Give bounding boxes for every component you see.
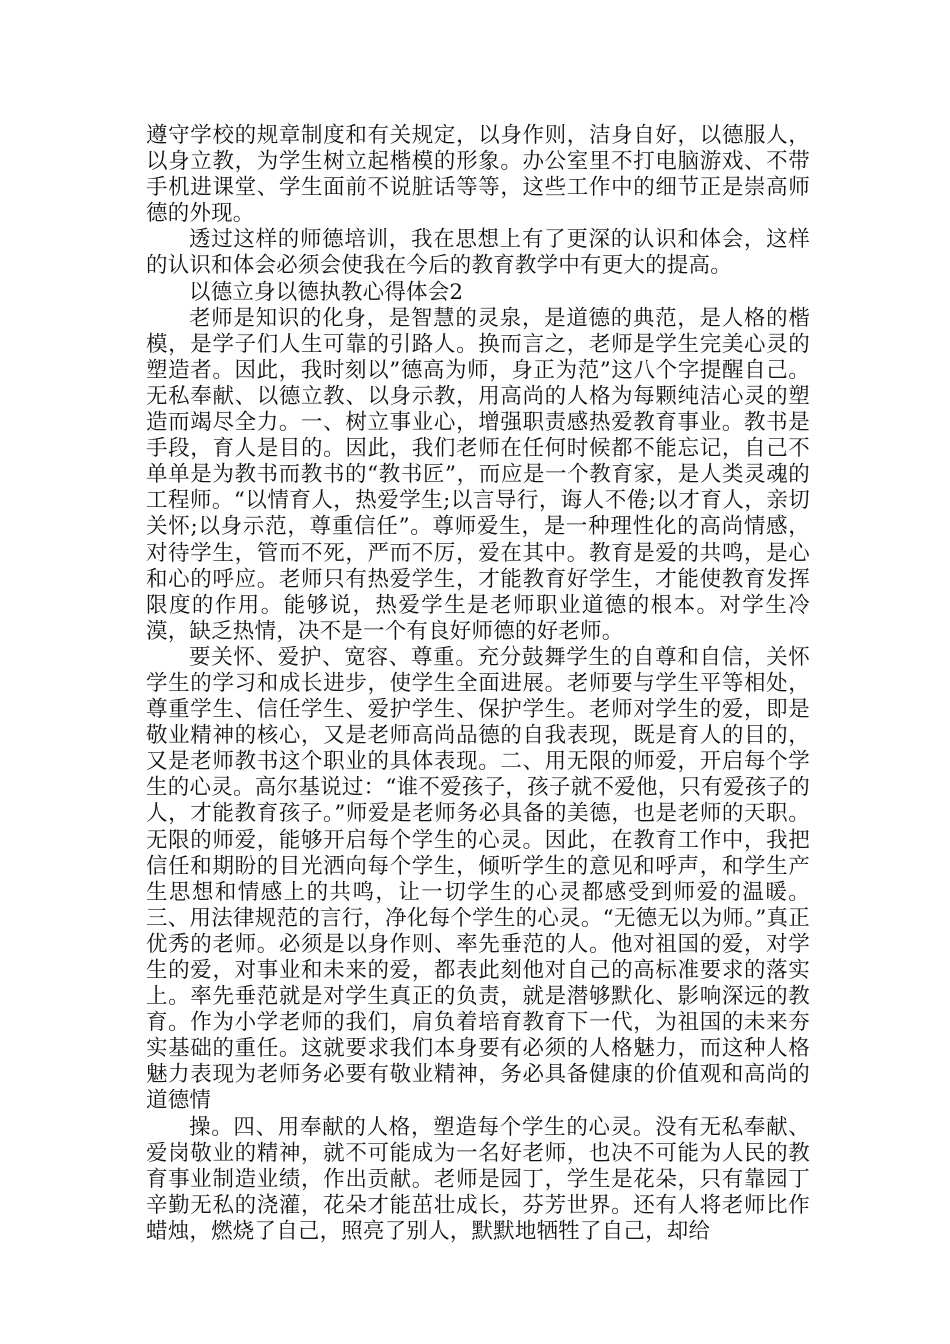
- paragraph-1: 遵守学校的规章制度和有关规定，以身作则，洁身自好，以德服人，以身立教，为学生树立起楷模的形象。办公室里不打电脑游戏、不带手机进课堂、学生面前不说脏话等等，这些工作中的细节正是崇高师德的外现。: [146, 123, 810, 227]
- paragraph-2: 透过这样的师德培训，我在思想上有了更深的认识和体会，这样的认识和体会必须会使我在今后的教育教学中有更大的提高。: [146, 227, 810, 279]
- paragraph-5: 操。四、用奉献的人格，塑造每个学生的心灵。没有无私奉献、爱岗敬业的精神，就不可能成为一名好老师，也决不可能为人民的教育事业制造业绩，作出贡献。老师是园丁，学生是花朵，只有靠园丁辛勤无私的浇灌，花朵才能茁壮成长，芬芳世界。还有人将老师比作蜡烛，燃烧了自己，照亮了别人，默默地牺牲了自己，却给: [146, 1114, 810, 1244]
- section-heading: 以德立身以德执教心得体会2: [189, 279, 464, 305]
- paragraph-4: 要关怀、爱护、宽容、尊重。充分鼓舞学生的自尊和自信，关怀学生的学习和成长进步，使学生全面进展。老师要与学生平等相处，尊重学生、信任学生、爱护学生、保护学生。老师对学生的爱，即是敬业精神的核心，又是老师高尚品德的自我表现，既是育人的目的，又是老师教书这个职业的具体表现。二、用无限的师爱，开启每个学生的心灵。高尔基说过：“谁不爱孩子，孩子就不爱他，只有爱孩子的人，才能教育孩子。”师爱是老师务必具备的美德，也是老师的天职。无限的师爱，能够开启每个学生的心灵。因此，在教育工作中，我把信任和期盼的目光洒向每个学生，倾听学生的意见和呼声，和学生产生思想和情感上的共鸣，让一切学生的心灵都感受到师爱的温暖。三、用法律规范的言行，净化每个学生的心灵。“无德无以为师。”真正优秀的老师。必须是以身作则、率先垂范的人。他对祖国的爱，对学生的爱，对事业和未来的爱，都表此刻他对自己的高标准要求的落实上。率先垂范就是对学生真正的负责，就是潜够默化、影响深远的教育。作为小学老师的我们，肩负着培育教育下一代，为祖国的未来夯实基础的重任。这就要求我们本身要有必须的人格魅力，而这种人格魅力表现为老师务必要有敬业精神，务必具备健康的价值观和高尚的道德情: [146, 644, 810, 1114]
- document-body: [146, 123, 810, 1245]
- paragraph-3: 老师是知识的化身，是智慧的灵泉，是道德的典范，是人格的楷模，是学子们人生可靠的引路人。换而言之，老师是学生完美心灵的塑造者。因此，我时刻以”德高为师，身正为范”这八个字提醒自己。无私奉献、以德立教、以身示教，用高尚的人格为每颗纯洁心灵的塑造而竭尽全力。一、树立事业心，增强职责感热爱教育事业。教书是手段，育人是目的。因此，我们老师在任何时候都不能忘记，自己不单单是为教书而教书的“教书匠”，而应是一个教育家，是人类灵魂的工程师。“以情育人，热爱学生;以言导行，诲人不倦;以才育人，亲切关怀;以身示范，尊重信任”。尊师爱生，是一种理性化的高尚情感，对待学生，管而不死，严而不厉，爱在其中。教育是爱的共鸣，是心和心的呼应。老师只有热爱学生，才能教育好学生，才能使教育发挥限度的作用。能够说，热爱学生是老师职业道德的根本。对学生冷漠，缺乏热情，决不是一个有良好师德的好老师。: [146, 305, 810, 644]
